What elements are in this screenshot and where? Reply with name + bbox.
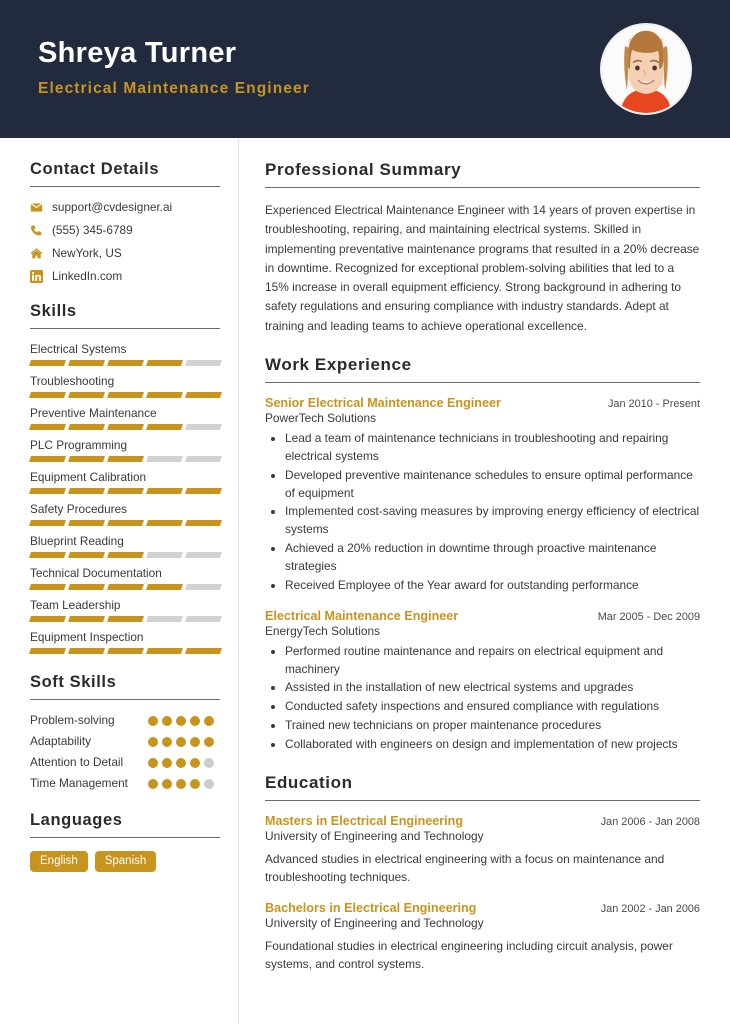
soft-skills-section xyxy=(30,673,220,792)
language-chip[interactable]: English xyxy=(30,851,88,872)
soft-skill-dot xyxy=(176,758,186,768)
skill-segment xyxy=(146,584,183,590)
skill-segment xyxy=(29,456,66,462)
list-item: • Received Employee of the Year award for outstanding performance xyxy=(285,577,700,595)
skill-segment xyxy=(68,456,105,462)
education-section xyxy=(265,773,700,974)
skill-segment xyxy=(107,584,144,590)
soft-skill-dot xyxy=(176,779,186,789)
list-item: • Performed routine maintenance and repairs on electrical equipment and machinery xyxy=(285,643,700,679)
skill-item xyxy=(30,374,220,398)
section-divider xyxy=(265,800,700,801)
skill-segment xyxy=(185,424,222,430)
page-title: Shreya Turner xyxy=(38,37,237,70)
skill-segment xyxy=(185,360,222,366)
header-text-block xyxy=(38,36,310,102)
skill-level-bar xyxy=(30,520,221,526)
degree-date-range: Jan 2006 - Jan 2008 xyxy=(600,815,700,828)
responsibility-list xyxy=(265,643,700,754)
skill-level-bar xyxy=(30,552,221,558)
skill-segment xyxy=(29,520,66,526)
soft-skill-dot xyxy=(148,758,158,768)
main-column xyxy=(239,138,730,1024)
soft-skill-label: Time Management xyxy=(30,775,128,790)
contact-heading: Contact Details xyxy=(30,160,160,178)
list-item: • Developed preventive maintenance schedules to ensure optimal performance of equipment xyxy=(285,467,700,503)
languages-section xyxy=(30,811,220,872)
phone-icon xyxy=(30,224,43,237)
skill-level-bar xyxy=(30,584,221,590)
skill-segment xyxy=(146,520,183,526)
skill-segment xyxy=(185,552,222,558)
contact-location-value: NewYork, US xyxy=(52,246,122,260)
skill-segment xyxy=(185,488,222,494)
skill-level-bar xyxy=(30,648,221,654)
degree-name: Masters in Electrical Engineering xyxy=(265,813,464,828)
list-item: • Trained new technicians on proper maintenance procedures xyxy=(285,717,700,735)
skill-segment xyxy=(107,392,144,398)
job-title: Electrical Maintenance Engineer xyxy=(38,79,310,97)
list-item: • Conducted safety inspections and ensured compliance with regulations xyxy=(285,698,700,716)
skill-segment xyxy=(107,424,144,430)
list-item: • Assisted in the installation of new electrical systems and upgrades xyxy=(285,679,700,697)
skill-label: Safety Procedures xyxy=(30,502,128,516)
languages-heading: Languages xyxy=(30,810,123,829)
soft-skill-label: Problem-solving xyxy=(30,713,115,727)
skill-level-bar xyxy=(30,616,221,622)
skill-segment xyxy=(107,616,144,622)
skill-segment xyxy=(185,648,222,654)
skill-segment xyxy=(68,584,105,590)
job-role: Senior Electrical Maintenance Engineer xyxy=(265,395,501,410)
soft-skill-dot xyxy=(162,758,172,768)
skill-segment xyxy=(29,648,66,654)
experience-entry xyxy=(265,609,700,754)
skill-segment xyxy=(29,488,66,494)
entry-header xyxy=(265,901,700,915)
skill-segment xyxy=(185,456,222,462)
soft-skill-rating xyxy=(148,713,220,726)
contact-item-linkedin[interactable] xyxy=(30,269,220,283)
contact-linkedin-value: LinkedIn.com xyxy=(52,269,123,283)
experience-entry xyxy=(265,396,700,595)
soft-skill-dot xyxy=(148,779,158,789)
skill-label: Blueprint Reading xyxy=(30,534,124,548)
education-heading: Education xyxy=(265,772,353,792)
skill-label: Equipment Inspection xyxy=(30,630,144,644)
soft-skill-dot xyxy=(162,716,172,726)
entry-header xyxy=(265,814,700,828)
skill-segment xyxy=(185,392,222,398)
soft-skill-label: Attention to Detail xyxy=(30,754,124,769)
summary-text: Experienced Electrical Maintenance Engineer with 14 years of proven expertise in troubleshooting, repairing, and maintaining electrical systems. Skilled in implementing preventative maintenance programs that resulted in a 20% decrease in downtime. Recognized for exceptional problem-solving abilities that led to a 15% increase in overall equipment efficiency. Strong background in adhering to safety regulations and ensuring compliance with industry standards. Adept at training and leading teams to achieve operational excellence. xyxy=(265,203,700,333)
envelope-icon xyxy=(30,201,43,214)
resume-header xyxy=(0,0,730,138)
soft-skills-list xyxy=(30,713,220,792)
responsibility-list xyxy=(265,430,700,595)
skill-segment xyxy=(146,456,183,462)
soft-skill-dot xyxy=(204,779,214,789)
company-name: EnergyTech Solutions xyxy=(265,623,381,638)
skill-level-bar xyxy=(30,360,221,366)
company-name: PowerTech Solutions xyxy=(265,410,377,425)
skills-section xyxy=(30,302,220,654)
soft-skill-dot xyxy=(190,779,200,789)
institution-name: University of Engineering and Technology xyxy=(265,915,484,930)
contact-item-location[interactable] xyxy=(30,246,220,260)
skill-item xyxy=(30,630,220,654)
soft-skill-dot xyxy=(204,716,214,726)
skill-item xyxy=(30,502,220,526)
soft-skills-heading: Soft Skills xyxy=(30,673,117,691)
soft-skill-dot xyxy=(148,716,158,726)
list-item: • Collaborated with engineers on design and implementation of new projects xyxy=(285,736,700,754)
skill-segment xyxy=(68,424,105,430)
skill-item xyxy=(30,438,220,462)
job-date-range: Jan 2010 - Present xyxy=(607,397,700,410)
soft-skill-item xyxy=(30,734,220,750)
summary-section xyxy=(265,160,700,336)
skill-segment xyxy=(29,392,66,398)
soft-skill-dot xyxy=(176,737,186,747)
skill-segment xyxy=(185,616,222,622)
soft-skill-rating xyxy=(148,734,220,747)
job-date-range: Mar 2005 - Dec 2009 xyxy=(597,610,700,623)
education-entry xyxy=(265,814,700,887)
profile-photo-illustration xyxy=(602,25,690,113)
skill-item xyxy=(30,534,220,558)
contact-email-value: support@cvdesigner.ai xyxy=(52,200,173,214)
skill-segment xyxy=(185,520,222,526)
skill-segment xyxy=(146,616,183,622)
skill-segment xyxy=(68,488,105,494)
soft-skill-item xyxy=(30,755,220,771)
skills-list xyxy=(30,342,220,654)
entry-header xyxy=(265,609,700,623)
soft-skill-item xyxy=(30,713,220,729)
linkedin-icon xyxy=(30,270,43,283)
skill-segment xyxy=(107,520,144,526)
skill-segment xyxy=(107,552,144,558)
skill-label: Team Leadership xyxy=(30,598,121,612)
skill-segment xyxy=(185,584,222,590)
soft-skill-dot xyxy=(148,737,158,747)
experience-section xyxy=(265,355,700,754)
list-item: • Implemented cost-saving measures by improving energy efficiency of electrical systems xyxy=(285,503,700,539)
skill-segment xyxy=(68,648,105,654)
skill-item xyxy=(30,566,220,590)
soft-skill-dot xyxy=(190,758,200,768)
section-divider xyxy=(30,837,220,838)
education-entry xyxy=(265,901,700,974)
skills-heading: Skills xyxy=(30,302,77,320)
skill-segment xyxy=(146,648,183,654)
skill-label: Equipment Calibration xyxy=(30,470,147,484)
skill-level-bar xyxy=(30,488,221,494)
skill-segment xyxy=(29,584,66,590)
soft-skill-dot xyxy=(204,758,214,768)
list-item: • Achieved a 20% reduction in downtime through proactive maintenance strategies xyxy=(285,540,700,576)
skill-level-bar xyxy=(30,456,221,462)
skill-item xyxy=(30,598,220,622)
skill-segment xyxy=(29,424,66,430)
contact-item-phone[interactable] xyxy=(30,223,220,237)
soft-skill-dot xyxy=(162,779,172,789)
skill-segment xyxy=(146,360,183,366)
languages-list xyxy=(30,851,220,872)
summary-heading: Professional Summary xyxy=(265,160,462,179)
skill-segment xyxy=(68,360,105,366)
section-divider xyxy=(30,328,220,329)
skill-segment xyxy=(146,424,183,430)
contact-phone-value: (555) 345-6789 xyxy=(52,223,133,237)
skill-segment xyxy=(107,456,144,462)
skill-segment xyxy=(68,392,105,398)
soft-skill-dot xyxy=(190,716,200,726)
contact-section xyxy=(30,160,220,283)
skill-segment xyxy=(29,360,66,366)
skill-label: Technical Documentation xyxy=(30,566,162,580)
skill-segment xyxy=(29,552,66,558)
degree-name: Bachelors in Electrical Engineering xyxy=(265,900,477,915)
skill-label: PLC Programming xyxy=(30,438,128,452)
soft-skill-dot xyxy=(190,737,200,747)
experience-list xyxy=(265,396,700,754)
skill-level-bar xyxy=(30,424,221,430)
avatar xyxy=(600,23,692,115)
experience-heading: Work Experience xyxy=(265,354,412,374)
skill-item xyxy=(30,406,220,430)
skill-segment xyxy=(68,520,105,526)
home-icon xyxy=(30,247,43,260)
degree-description: Advanced studies in electrical engineering with a focus on maintenance and troubleshooting techniques. xyxy=(265,851,665,885)
skill-level-bar xyxy=(30,392,221,398)
resume-body xyxy=(0,138,730,1024)
language-chip[interactable]: Spanish xyxy=(95,851,157,872)
soft-skill-dot xyxy=(162,737,172,747)
skill-item xyxy=(30,470,220,494)
skill-segment xyxy=(107,648,144,654)
skill-segment xyxy=(146,488,183,494)
skill-segment xyxy=(146,392,183,398)
soft-skill-item xyxy=(30,776,220,792)
section-divider xyxy=(30,186,220,187)
skill-segment xyxy=(68,552,105,558)
skill-segment xyxy=(29,616,66,622)
section-divider xyxy=(265,187,700,188)
skill-segment xyxy=(107,488,144,494)
soft-skill-dot xyxy=(176,716,186,726)
skill-label: Preventive Maintenance xyxy=(30,406,157,420)
contact-item-email[interactable] xyxy=(30,200,220,214)
degree-date-range: Jan 2002 - Jan 2006 xyxy=(600,902,700,915)
degree-description: Foundational studies in electrical engineering including circuit analysis, power systems, and control systems. xyxy=(265,938,673,972)
education-list xyxy=(265,814,700,974)
entry-header xyxy=(265,396,700,410)
skill-label: Electrical Systems xyxy=(30,342,127,356)
soft-skill-rating xyxy=(148,755,220,768)
sidebar xyxy=(0,138,239,1024)
skill-segment xyxy=(68,616,105,622)
skill-label: Troubleshooting xyxy=(30,374,115,388)
soft-skill-rating xyxy=(148,776,220,789)
section-divider xyxy=(30,699,220,700)
skill-item xyxy=(30,342,220,366)
skill-segment xyxy=(107,360,144,366)
skill-segment xyxy=(146,552,183,558)
list-item: • Lead a team of maintenance technicians in troubleshooting and repairing electrical systems xyxy=(285,430,700,466)
soft-skill-label: Adaptability xyxy=(30,733,91,748)
section-divider xyxy=(265,382,700,383)
job-role: Electrical Maintenance Engineer xyxy=(265,608,459,623)
institution-name: University of Engineering and Technology xyxy=(265,828,484,843)
soft-skill-dot xyxy=(204,737,214,747)
